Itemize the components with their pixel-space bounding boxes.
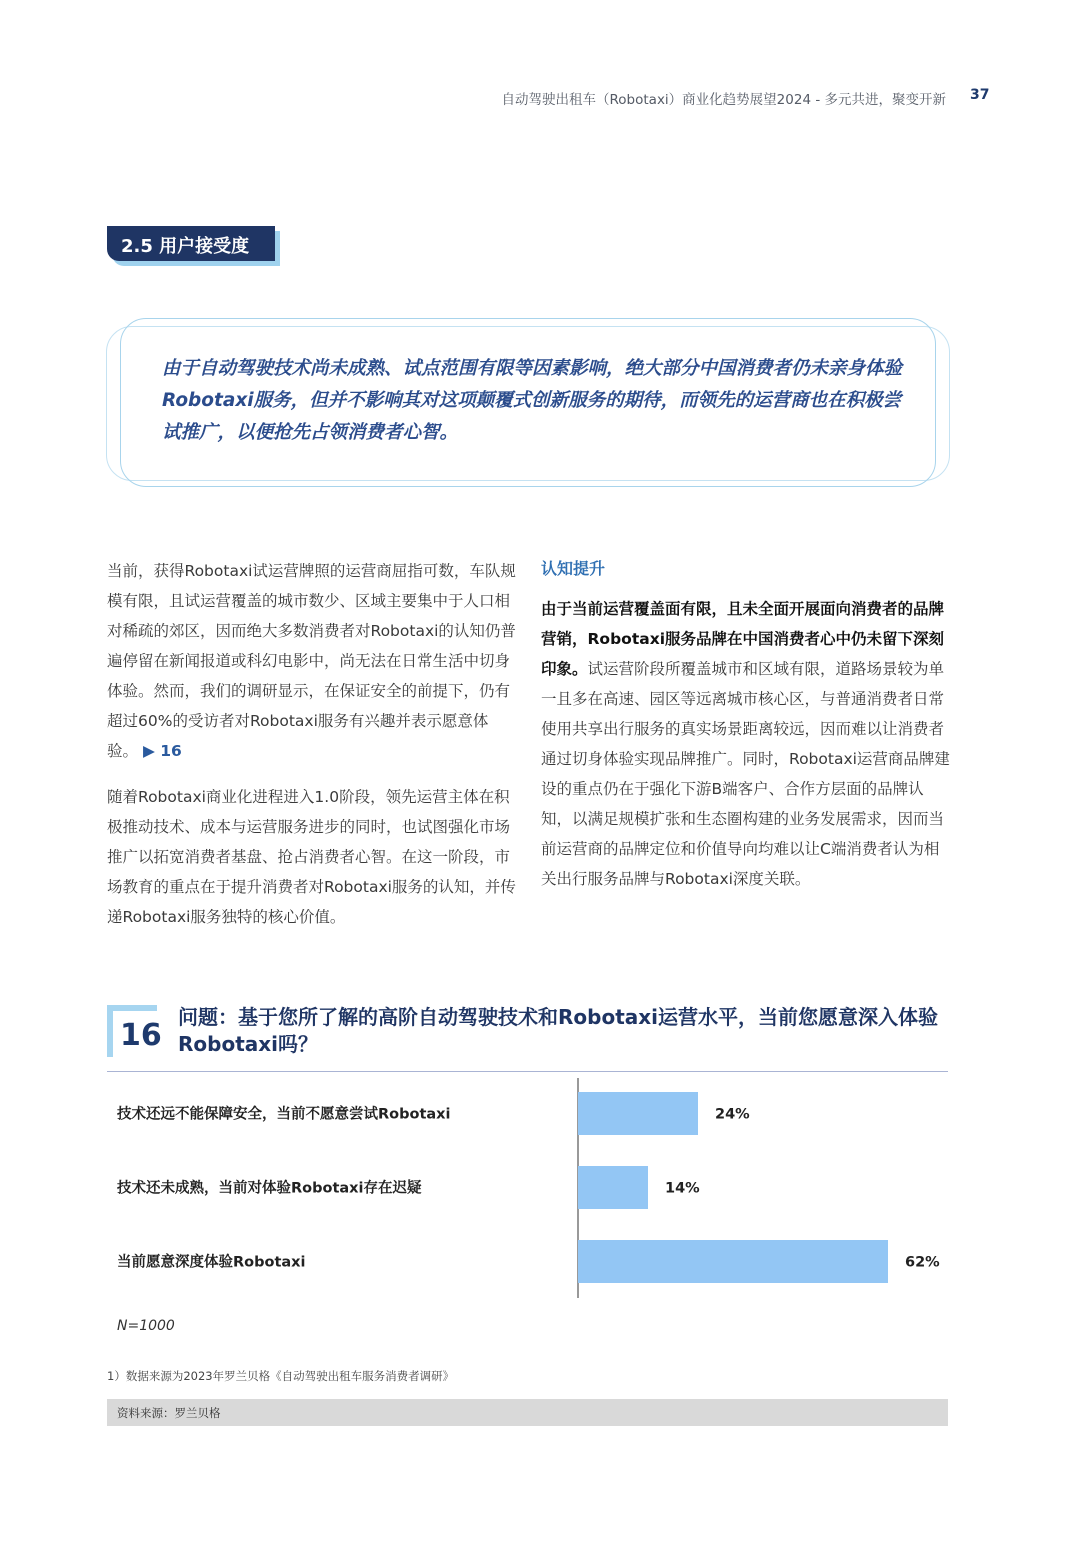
report-header-title: 自动驾驶出租车（Robotaxi）商业化趋势展望2024 - 多元共进，聚变开新 (501, 92, 946, 108)
value-label: 62% (905, 1254, 940, 1271)
figure-number: 16 (120, 1018, 162, 1053)
category-label: 技术还远不能保障安全，当前不愿意尝试Robotaxi (117, 1106, 451, 1123)
subheading-awareness: 认知提升 (541, 559, 606, 578)
paragraph-3-lead: 由于当前运营覆盖面有限，且未全面开展面向消费者的品牌营销，Robotaxi服务品牌在中国消费者心中仍未留下深刻印象。 (541, 600, 945, 678)
paragraph-1-text: 当前，获得Robotaxi试运营牌照的运营商屈指可数，车队规模有限，且试运营覆盖的城市数少、区域主要集中于人口相对稀疏的郊区，因而绝大多数消费者对Robotaxi的认知仍普遍停留在新闻报道或科幻电影中，尚无法在日常生活中切身体验。然而，我们的调研显示，在保证安全的前提下，仍有超过60%的受访者对Robotaxi服务有兴趣并表示愿意体验。 (107, 562, 516, 760)
value-label: 14% (665, 1180, 700, 1197)
section-title: 2.5 用户接受度 (121, 236, 250, 257)
value-label: 24% (715, 1106, 750, 1123)
bar (578, 1166, 648, 1209)
source-bar (107, 1399, 948, 1426)
category-label: 当前愿意深度体验Robotaxi (117, 1254, 306, 1271)
bar (578, 1092, 698, 1135)
footnote: 1）数据来源为2023年罗兰贝格《自动驾驶出租车服务消费者调研》 (107, 1369, 455, 1383)
paragraph-2: 随着Robotaxi商业化进程进入1.0阶段，领先运营主体在积极推动技术、成本与运营服务进步的同时，也试图强化市场推广以拓宽消费者基盘、抢占消费者心智。在这一阶段，市场教育的重点在于提升消费者对Robotaxi服务的认知，并传递Robotaxi服务独特的核心价值。 (107, 788, 516, 926)
source-text: 资料来源：罗兰贝格 (117, 1406, 221, 1420)
key-quote: 由于自动驾驶技术尚未成熟、试点范围有限等因素影响，绝大部分中国消费者仍未亲身体验Robotaxi服务，但并不影响其对这项颠覆式创新服务的期待，而领先的运营商也在积极尝试推广，以便抢先占领消费者心智。 (162, 358, 903, 443)
bar (578, 1240, 888, 1283)
page-number: 37 (970, 87, 990, 103)
paragraph-3-body: 试运营阶段所覆盖城市和区域有限，道路场景较为单一且多在高速、园区等远离城市核心区，与普通消费者日常使用共享出行服务的真实场景距离较远，因而难以让消费者通过切身体验实现品牌推广。同时，Robotaxi运营商品牌建设的重点仍在于强化下游B端客户、合作方层面的品牌认知，以满足规模扩张和生态圈构建的业务发展需求，因而当前运营商的品牌定位和价值导向均难以让C端消费者认为相关出行服务品牌与Robotaxi深度关联。 (541, 660, 950, 888)
figure-title: 问题：基于您所了解的高阶自动驾驶技术和Robotaxi运营水平，当前您愿意深入体验Robotaxi吗？ (178, 1005, 939, 1056)
sample-size-note: N=1000 (117, 1318, 175, 1334)
category-label: 技术还未成熟，当前对体验Robotaxi存在迟疑 (117, 1180, 422, 1197)
figure-reference-link[interactable]: ▶ 16 (142, 742, 182, 760)
